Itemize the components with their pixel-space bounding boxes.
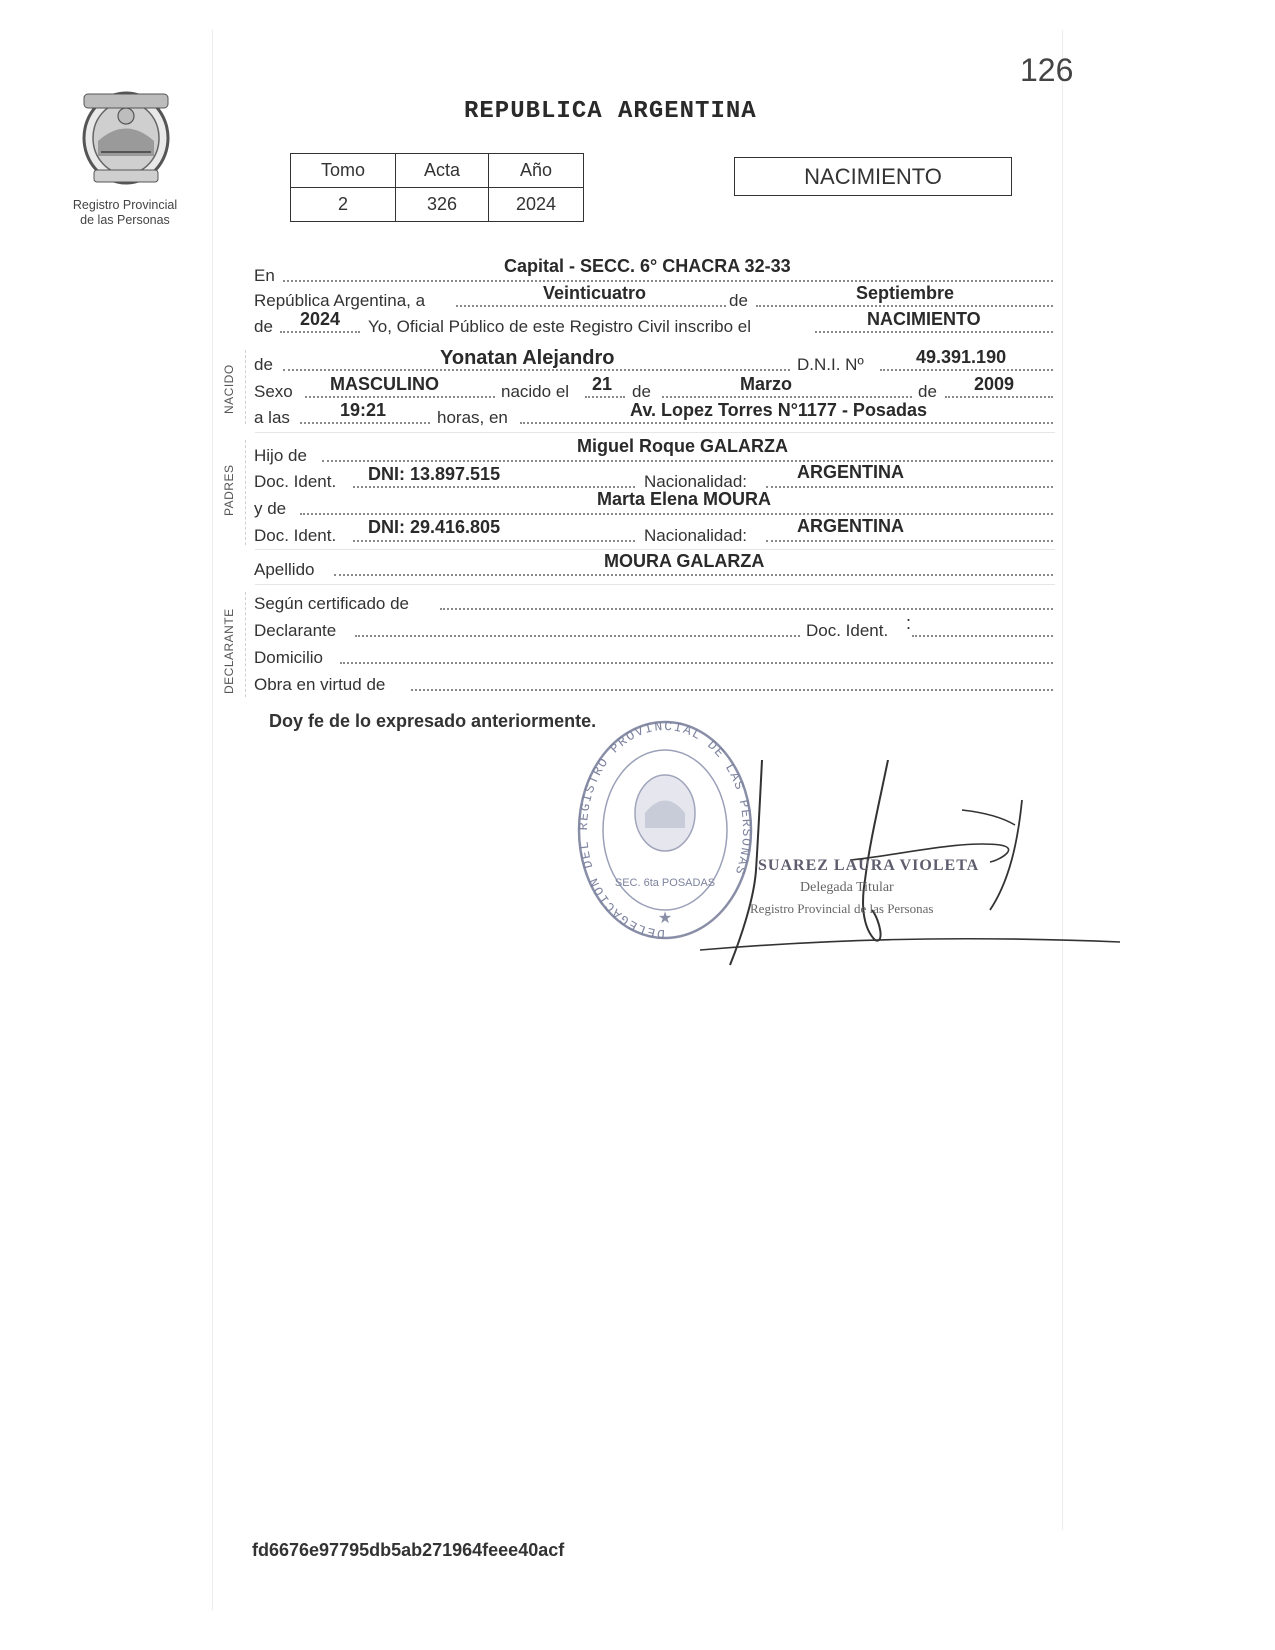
section-label-nacido: NACIDO (222, 364, 236, 414)
record-header-ano: Año (489, 154, 584, 188)
y-de-label: y de (254, 499, 287, 518)
declarante-doc-mark: : (906, 613, 912, 633)
record-value-tomo: 2 (291, 188, 396, 222)
dotted-leader (585, 396, 625, 398)
dni-label: D.N.I. Nº (797, 355, 864, 374)
dotted-leader (815, 331, 1053, 333)
nacido-el-label: nacido el (501, 382, 570, 401)
nacido-de-label: de (254, 355, 273, 374)
de-label: de (729, 291, 748, 310)
dotted-leader (334, 574, 1053, 576)
birth-place: Av. Lopez Torres N°1177 - Posadas (630, 400, 927, 420)
apellido-label: Apellido (254, 560, 315, 579)
declarante-label: Declarante (254, 621, 337, 640)
section-bar-declarante (245, 592, 246, 697)
dotted-leader (280, 331, 360, 333)
birth-time: 19:21 (340, 400, 387, 420)
logo-caption (56, 198, 194, 228)
dotted-leader (945, 396, 1053, 398)
dotted-leader (440, 608, 1053, 610)
dotted-leader (766, 540, 1053, 542)
dotted-leader (520, 422, 1053, 424)
dotted-leader (756, 305, 1053, 307)
birth-day: 21 (592, 374, 613, 394)
page-number: 126 (1020, 52, 1074, 88)
record-value-row (291, 188, 584, 222)
republica-label: República Argentina, a (254, 291, 426, 310)
dotted-leader (766, 486, 1053, 488)
section-bar-padres (245, 440, 246, 545)
sexo-label: Sexo (254, 382, 293, 401)
document-type-box: NACIMIENTO (734, 157, 1012, 196)
section-separator (255, 432, 1055, 433)
father-name: Miguel Roque GALARZA (577, 436, 788, 456)
dotted-leader (353, 486, 635, 488)
dotted-leader (662, 396, 912, 398)
dotted-leader (456, 305, 726, 307)
oficial-text: Yo, Oficial Público de este Registro Civil inscribo el (368, 317, 751, 336)
dotted-leader (300, 513, 1053, 515)
father-doc: DNI: 13.897.515 (368, 464, 501, 484)
section-separator (255, 549, 1055, 550)
domicilio-label: Domicilio (254, 648, 323, 667)
dotted-leader (411, 689, 1053, 691)
official-organization: Registro Provincial de las Personas (750, 901, 934, 916)
record-table (290, 153, 584, 222)
section-label-declarante: DECLARANTE (222, 608, 236, 694)
place-of-registration: Capital - SECC. 6° CHACRA 32-33 (504, 256, 791, 276)
record-value-acta: 326 (396, 188, 489, 222)
father-nac-label: Nacionalidad: (644, 472, 748, 491)
handwritten-signature (700, 760, 1130, 990)
mother-name: Marta Elena MOURA (597, 489, 772, 509)
record-header-tomo: Tomo (291, 154, 396, 188)
record-header-row (291, 154, 584, 188)
birth-de-label-2: de (918, 382, 937, 401)
record-value-ano: 2024 (489, 188, 584, 222)
father-nationality: ARGENTINA (797, 462, 904, 482)
registration-year: 2024 (300, 309, 341, 329)
mother-nationality: ARGENTINA (797, 516, 904, 536)
official-name: SUAREZ LAURA VIOLETA (758, 857, 980, 874)
stamp-inner-text: SEC. 6ta POSADAS (614, 877, 716, 889)
hijo-de-label: Hijo de (254, 446, 307, 465)
en-label: En (254, 266, 275, 285)
logo-caption-line2: de las Personas (80, 213, 170, 227)
de-label: de (254, 317, 273, 336)
child-dni: 49.391.190 (916, 347, 1007, 367)
logo-caption-line1: Registro Provincial (72, 198, 178, 212)
margin-line-left (212, 30, 213, 1610)
birth-month: Marzo (740, 374, 793, 394)
horas-label: horas, en (437, 408, 508, 427)
birth-year: 2009 (974, 374, 1015, 394)
section-bar-nacido (245, 350, 246, 424)
dotted-leader (912, 635, 1053, 637)
closing-statement: Doy fe de lo expresado anteriormente. (269, 711, 597, 731)
record-header-acta: Acta (396, 154, 489, 188)
dotted-leader (340, 662, 1053, 664)
a-las-label: a las (254, 408, 290, 427)
document-title: REPUBLICA ARGENTINA (464, 98, 757, 125)
province-seal-logo (76, 86, 176, 186)
section-separator (255, 584, 1055, 585)
mother-nac-label: Nacionalidad: (644, 526, 748, 545)
stamp-ring-text: DELEGACION DEL REGISTRO PROVINCIAL DE LAS PERSONAS (575, 718, 755, 942)
child-sex: MASCULINO (330, 374, 439, 394)
dotted-leader (283, 280, 1053, 282)
dotted-leader (322, 460, 1053, 462)
section-label-padres: PADRES (222, 464, 236, 516)
dotted-leader (353, 540, 635, 542)
child-name: Yonatan Alejandro (440, 347, 615, 369)
dotted-leader (355, 635, 800, 637)
obra-label: Obra en virtud de (254, 675, 386, 694)
mother-doc: DNI: 29.416.805 (368, 517, 501, 537)
svg-text:★: ★ (657, 910, 673, 927)
segun-label: Según certificado de (254, 594, 409, 613)
dotted-leader (300, 422, 430, 424)
surname-value: MOURA GALARZA (604, 551, 765, 571)
birth-de-label: de (632, 382, 651, 401)
dotted-leader (305, 396, 495, 398)
dotted-leader (880, 369, 1053, 371)
registration-day: Veinticuatro (543, 283, 647, 303)
official-role: Delegada Titular (800, 880, 894, 895)
father-doc-label: Doc. Ident. (254, 472, 337, 491)
declarante-doc-label: Doc. Ident. (806, 621, 889, 640)
mother-doc-label: Doc. Ident. (254, 526, 337, 545)
registration-month: Septiembre (856, 283, 955, 303)
document-hash: fd6676e97795db5ab271964feee40acf (252, 1540, 565, 1560)
inscription-type: NACIMIENTO (867, 309, 981, 329)
